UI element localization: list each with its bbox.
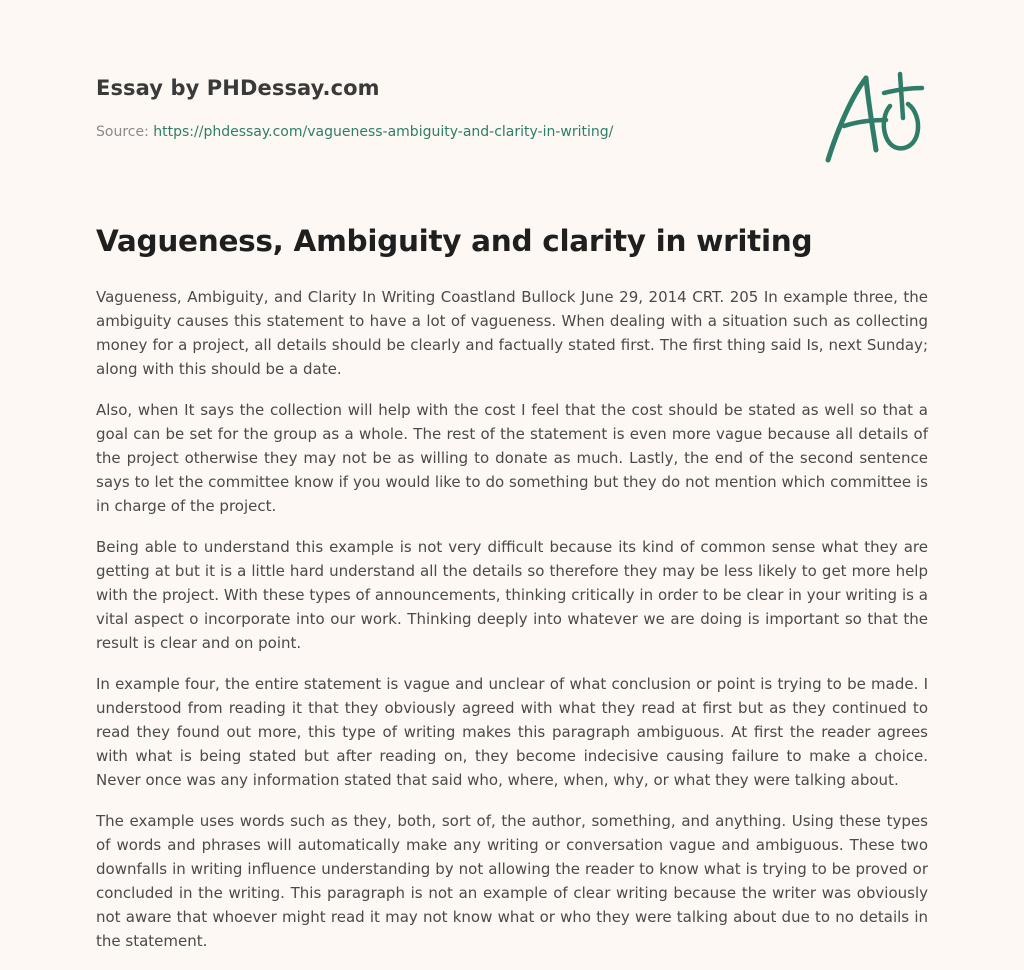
a-plus-logo-icon (818, 66, 930, 166)
essay-body (96, 285, 928, 970)
essay-paragraph: The example uses words such as they, both, sort of, the author, something, and anything. Using these types of words and phrases will automatically make any writing or conversation vague and ambiguous. These two downfalls in writing influence understanding by not allowing the reader to know what is trying to be proved or concluded in the writing. This paragraph is not an example of clear writing because the writer was obviously not aware that whoever might read it may not know what or who they were talking about due to no details in the statement. (96, 812, 928, 950)
essay-paragraph: Being able to understand this example is not very difficult because its kind of common sense what they are getting at but it is a little hard understand all the details so therefore they may be less likely to get more help with the project. With these types of announcements, thinking critically in order to be clear in your writing is a vital aspect o incorporate into our work. Thinking deeply into whatever we are doing is important so that the result is clear and on point. (96, 538, 928, 652)
essay-paragraph: Also, when It says the collection will help with the cost I feel that the cost should be stated as well so that a goal can be set for the group as a whole. The rest of the statement is even more vague because all details of the project otherwise they may not be as willing to donate as much. Lastly, the end of the second sentence says to let the committee know if you would like to do something but they do not mention which committee is in charge of the project. (96, 401, 928, 515)
essay-paragraph: Vagueness, Ambiguity, and Clarity In Writing Coastland Bullock June 29, 2014 CRT. 205 In example three, the ambiguity causes this statement to have a lot of vagueness. When dealing with a situation such as collecting money for a project, all details should be clearly and factually stated first. The first thing said Is, next Sunday; along with this should be a date. (96, 288, 928, 378)
site-brand: Essay by PHDessay.com (96, 76, 380, 100)
source-line (96, 124, 613, 140)
source-label: Source: (96, 124, 149, 140)
essay-paragraph: In example four, the entire statement is vague and unclear of what conclusion or point is trying to be made. I understood from reading it that they obviously agreed with what they read at first but as they continued to read they found out more, this type of writing makes this paragraph ambiguous. At first the reader agrees with what is being stated but after reading on, they become indecisive causing failure to make a choice. Never once was any information stated that said who, where, when, why, or what they were talking about. (96, 675, 928, 789)
source-link[interactable]: https://phdessay.com/vagueness-ambiguity-and-clarity-in-writing/ (153, 124, 614, 140)
essay-title: Vagueness, Ambiguity and clarity in writing (96, 224, 813, 258)
